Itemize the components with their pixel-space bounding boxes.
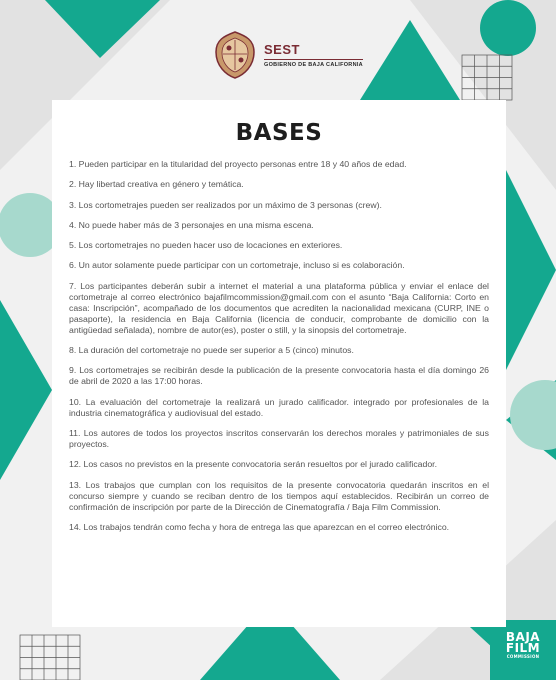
rule-3: 3. Los cortometrajes pueden ser realizados por un máximo de 3 personas (crew). [69, 199, 382, 210]
rules-list [69, 159, 489, 533]
rule-10: 10. La evaluación del cortometraje la realizará un jurado calificador. integrado por profesionales de la industria cinematográfica y audiovisual del estado. [69, 396, 489, 418]
baja-film-commission-logo [503, 632, 543, 660]
rule-8: 8. La duración del cortometraje no puede ser superior a 5 (cinco) minutos. [69, 345, 354, 356]
footer-logo-line3: COMMISSION [506, 654, 540, 659]
rule-9: 9. Los cortometrajes se recibirán desde la publicación de la presente convocatoria hasta el día domingo 26 de abril de 2020 a las 17:00 horas. [69, 365, 489, 387]
rule-14: 14. Los trabajos tendrán como fecha y hora de entrega las que aparezcan en el correo electrónico. [69, 521, 450, 532]
rule-5: 5. Los cortometrajes no pueden hacer uso de locaciones en exteriores. [69, 240, 343, 251]
rule-4: 4. No puede haber más de 3 personajes en una misma escena. [69, 219, 314, 230]
bases-card [52, 100, 506, 627]
grid-pattern-bottom-left [20, 635, 80, 680]
rule-11: 11. Los autores de todos los proyectos inscritos conservarán los derechos morales y patrimoniales de sus proyectos. [69, 427, 489, 449]
rule-6: 6. Un autor solamente puede participar con un cortometraje, incluso si es colaboración. [69, 260, 405, 271]
rule-7: 7. Los participantes deberán subir a internet el material a una plataforma pública y enviar el enlace del cortometraje al correo electrónico bajafilmcommission@gmail.com con el asunto “Baja California: Corto en casa: Inscripción”, acompañado de los documentos que acrediten la nacionalidad mexicana (CURP, INE o pasaporte), la residencia en Baja California (licencia de conducir, comprobante de domicilio con la antigüedad señalada), nombre de autor(es), poster o still, y la sinopsis del cortometraje. [69, 280, 489, 335]
teal-triangle-right-big [506, 170, 556, 370]
org-subtitle: GOBIERNO DE BAJA CALIFORNIA [264, 59, 363, 68]
rule-13: 13. Los trabajos que cumplan con los requisitos de la presente convocatoria quedarán inscritos en el concurso siempre y cuando se reciban dentro de los tiempos aquí establecidos. Recibirán un correo de confirmación de inscripción por parte de la Dirección de Cinematografía / Baja Film Commission. [69, 479, 489, 512]
org-name: SEST [264, 41, 300, 57]
teal-triangle-left [0, 300, 52, 480]
rule-2: 2. Hay libertad creativa en género y temática. [69, 179, 244, 190]
rule-1: 1. Pueden participar en la titularidad del proyecto personas entre 18 y 40 años de edad. [69, 159, 407, 169]
rule-12: 12. Los casos no previstos en la presente convocatoria serán resueltos por el jurado calificador. [69, 459, 437, 470]
teal-circle-top-right [480, 0, 536, 56]
light-teal-circle-right [510, 380, 556, 450]
header-text [264, 43, 363, 68]
header-logo [212, 30, 363, 80]
footer-logo-line1: BAJA [505, 630, 541, 644]
footer-logo-line2: FILM [505, 641, 541, 655]
baja-california-seal-icon [212, 30, 258, 80]
page-title: BASES [235, 120, 323, 146]
